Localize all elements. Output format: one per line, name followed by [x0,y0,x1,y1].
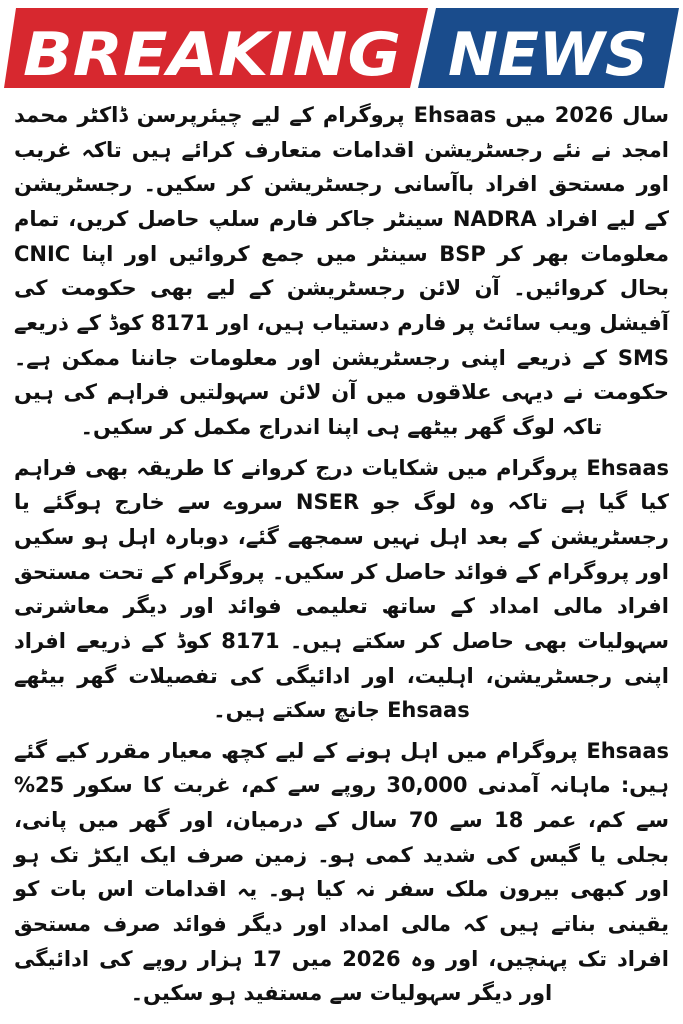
breaking-news-graphic [0,0,683,92]
article-paragraph-registration: سال 2026 میں Ehsaas پروگرام کے لیے چیئرپرسن ڈاکٹر محمد امجد نے نئے رجسٹریشن اقدامات متعارف کرائے ہیں تاکہ غریب اور مستحق افراد باآسانی رجسٹریشن کر سکیں۔ رجسٹریشن کے لیے افراد NADRA سینٹر جاکر فارم سلپ حاصل کریں، تمام معلومات بھر کر BSP سینٹر میں جمع کروائیں اور اپنا CNIC بحال کروائیں۔ آن لائن رجسٹریشن کے لیے بھی حکومت کی آفیشل ویب سائٹ پر فارم دستیاب ہیں، اور 8171 کوڈ کے ذریعے SMS کے ذریعے اپنی رجسٹریشن اور معلومات جاننا ممکن ہے۔ حکومت نے دیہی علاقوں میں آن لائن سہولتیں فراہم کی ہیں تاکہ لوگ گھر بیٹھے ہی اپنا اندراج مکمل کر سکیں۔ [14,103,669,439]
article-paragraph-eligibility: Ehsaas پروگرام میں اہل ہونے کے لیے کچھ معیار مقرر کیے گئے ہیں: ماہانہ آمدنی 30,000 روپے سے کم، غربت کا سکور 25% سے کم، عمر 18 سے 70 سال کے درمیان، اور گھر میں پانی، بجلی یا گیس کی شدید کمی ہو۔ زمین صرف ایک ایکڑ تک ہو اور کبھی بیرون ملک سفر نہ کیا ہو۔ یہ اقدامات اس بات کو یقینی بناتے ہیں کہ مالی امداد اور دیگر فوائد صرف مستحق افراد تک پہنچیں، اور وہ 2026 میں 17 ہزار روپے کی ادائیگی اور دیگر سہولیات سے مستفید ہو سکیں۔ [14,738,669,1006]
article-paragraph-complaints: Ehsaas پروگرام میں شکایات درج کروانے کا طریقہ بھی فراہم کیا گیا ہے تاکہ وہ لوگ جو NSER سروے سے خارج ہوگئے یا رجسٹریشن کے بعد اہل نہیں سمجھے گئے، دوبارہ اہل ہو سکیں اور پروگرام کے فوائد حاصل کر سکیں۔ پروگرام کے تحت مستحق افراد مالی امداد کے ساتھ تعلیمی فوائد اور دیگر معاشرتی سہولیات بھی حاصل کر سکتے ہیں۔ 8171 کوڈ کے ذریعے افراد اپنی رجسٹریشن، اہلیت، اور ادائیگی کی تفصیلات گھر بیٹھے Ehsaas جانچ سکتے ہیں۔ [14,455,669,723]
article-body [14,98,669,1016]
banner-word-news: NEWS [448,20,648,90]
breaking-news-banner [0,0,683,92]
banner-word-breaking: BREAKING [23,20,401,90]
